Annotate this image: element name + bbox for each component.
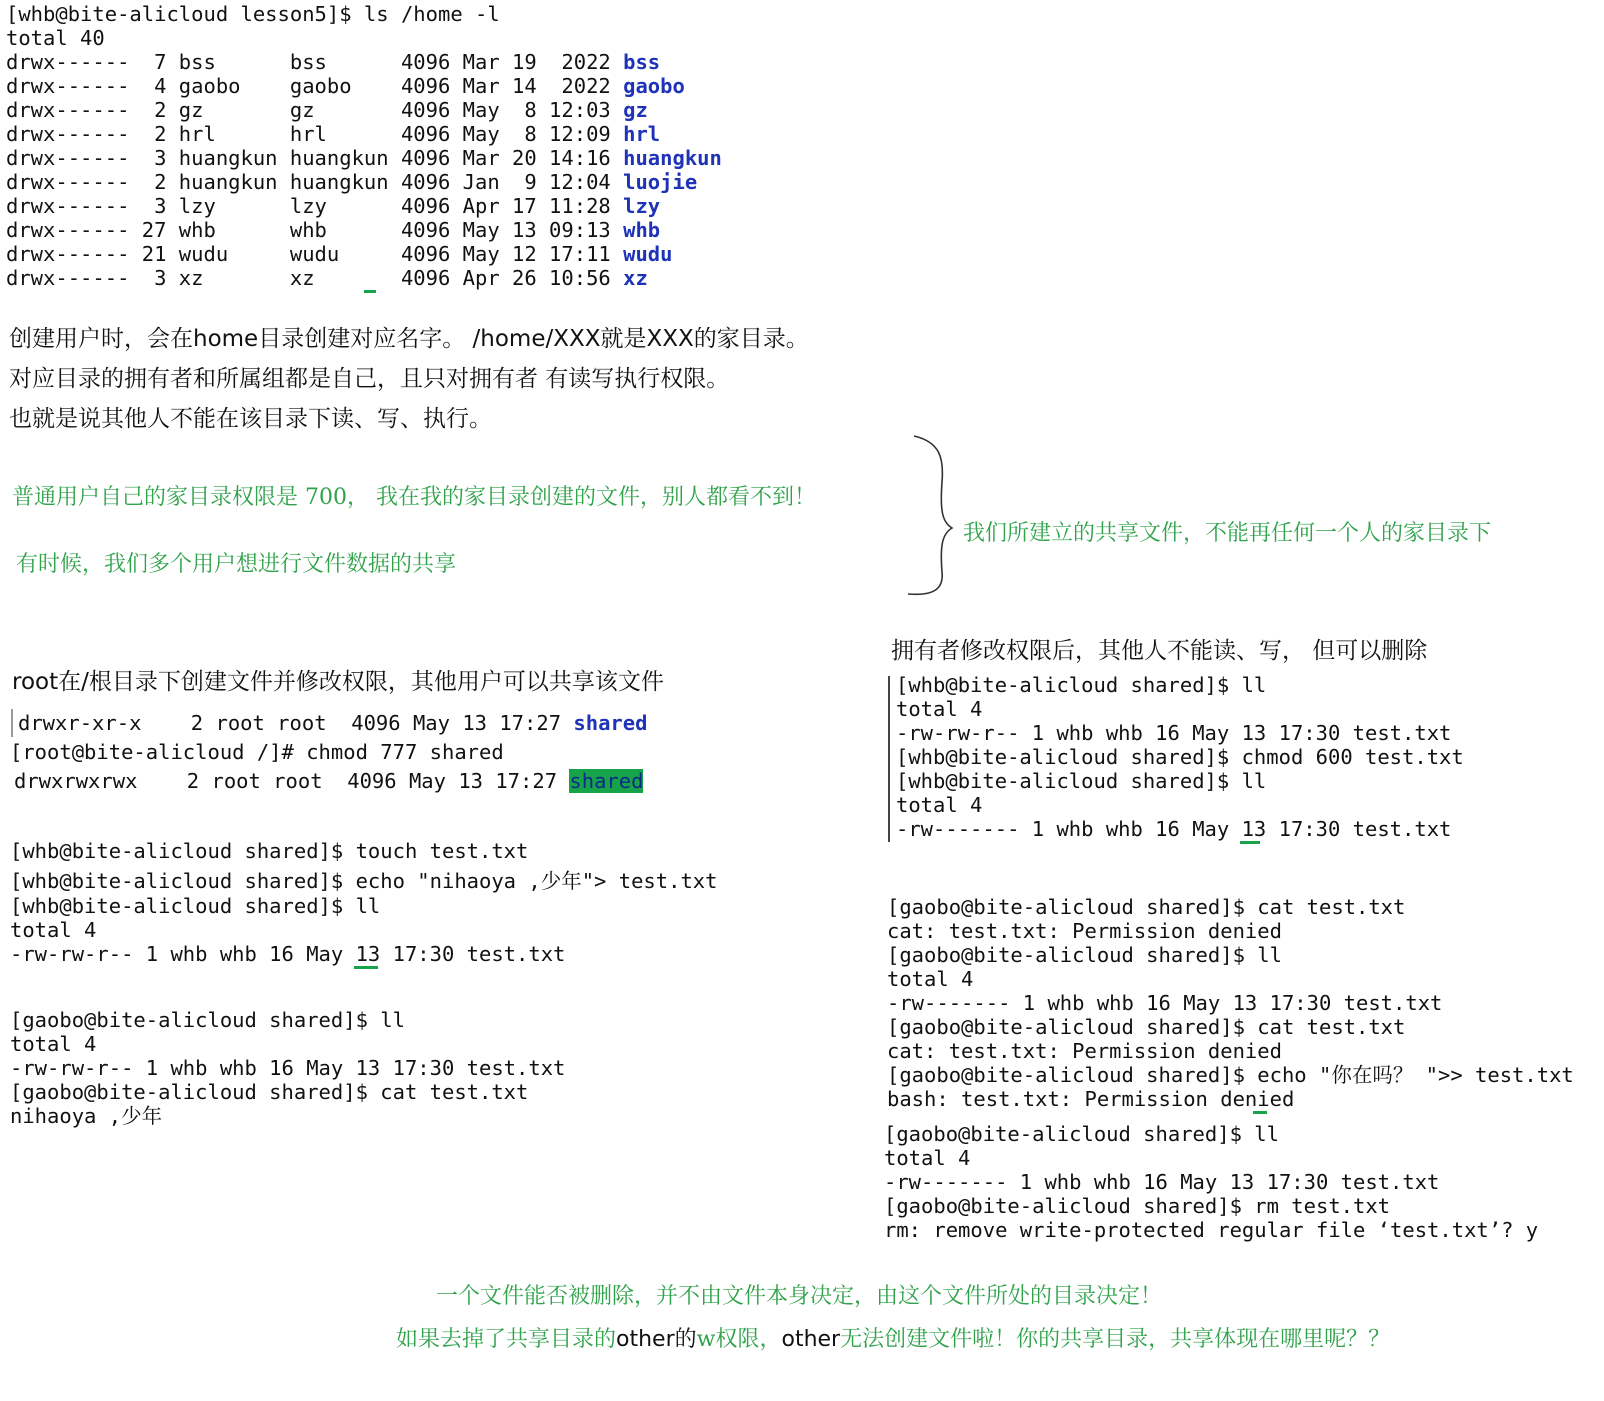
curly-brace-icon — [900, 432, 960, 600]
terminal-line: [whb@bite-alicloud shared]$ ll — [10, 894, 381, 918]
shared-dir-name: shared — [573, 711, 648, 735]
cursor-mark — [1253, 1111, 1267, 1114]
note-line-1: 创建用户时，会在home目录创建对应名字。 /home/XXX就是XXX的家目录。 — [9, 326, 809, 352]
cursor-mark — [1240, 841, 1260, 844]
terminal-line: [gaobo@bite-alicloud shared]$ cat test.txt — [887, 895, 1406, 919]
terminal-line: total 4 — [896, 697, 983, 721]
dir-name: gz — [623, 98, 648, 122]
dir-name: xz — [623, 266, 648, 290]
cursor-mark — [354, 966, 378, 969]
root-listing-after: drwxrwxrwx 2 root root 4096 May 13 17:27 shared — [14, 769, 644, 793]
shared-dir-highlighted: shared — [569, 769, 644, 793]
listing-row: drwx------ 2 gz gz 4096 May 8 12:03 gz — [6, 98, 648, 122]
dir-name: huangkun — [623, 146, 722, 170]
terminal-line: -rw-rw-r-- 1 whb whb 16 May 13 17:30 test.txt — [10, 1056, 566, 1080]
terminal-line: cat: test.txt: Permission denied — [887, 919, 1282, 943]
terminal-line: [whb@bite-alicloud shared]$ echo "nihaoya ,少年"> test.txt — [10, 869, 718, 893]
terminal-line: [whb@bite-alicloud shared]$ ll — [896, 673, 1267, 697]
listing-row: drwx------ 3 lzy lzy 4096 Apr 17 11:28 lzy — [6, 194, 661, 218]
dir-name: whb — [623, 218, 661, 242]
terminal-line: -rw-rw-r-- 1 whb whb 16 May 13 17:30 test.txt — [10, 942, 566, 966]
listing-row: drwx------ 27 whb whb 4096 May 13 09:13 whb — [6, 218, 661, 242]
terminal-line: total 4 — [884, 1146, 971, 1170]
dir-name: lzy — [623, 194, 661, 218]
terminal-line: [whb@bite-alicloud shared]$ chmod 600 test.txt — [896, 745, 1464, 769]
terminal-left-border — [888, 676, 890, 842]
listing-row: drwx------ 4 gaobo gaobo 4096 Mar 14 2022 gaobo — [6, 74, 685, 98]
terminal-line: [whb@bite-alicloud shared]$ touch test.txt — [10, 839, 529, 863]
terminal-line: [gaobo@bite-alicloud shared]$ ll — [884, 1122, 1279, 1146]
owner-section-caption: 拥有者修改权限后，其他人不能读、写， 但可以删除 — [891, 638, 1428, 664]
root-listing-before: drwxr-xr-x 2 root root 4096 May 13 17:27 shared — [18, 711, 648, 735]
dir-name: bss — [623, 50, 661, 74]
terminal-line: total 4 — [896, 793, 983, 817]
terminal-line: [gaobo@bite-alicloud shared]$ ll — [887, 943, 1282, 967]
terminal-line: [gaobo@bite-alicloud shared]$ cat test.txt — [887, 1015, 1406, 1039]
terminal-line: [whb@bite-alicloud shared]$ ll — [896, 769, 1267, 793]
home-permission-note: 普通用户自己的家目录权限是 700， 我在我的家目录创建的文件，别人都看不到！ — [12, 485, 816, 510]
dir-name: wudu — [623, 242, 673, 266]
terminal-line: [gaobo@bite-alicloud shared]$ echo "你在吗？ ">> test.txt — [887, 1063, 1574, 1087]
terminal-line: cat: test.txt: Permission denied — [887, 1039, 1282, 1063]
listing-row: drwx------ 2 huangkun huangkun 4096 Jan 9 12:04 luojie — [6, 170, 698, 194]
terminal-line: rm: remove write-protected regular file ‘test.txt’? y — [884, 1218, 1539, 1242]
note-line-2: 对应目录的拥有者和所属组都是自己，且只对拥有者 有读写执行权限。 — [9, 366, 730, 392]
root-section-caption: root在/根目录下创建文件并修改权限，其他用户可以共享该文件 — [12, 669, 664, 695]
dir-name: luojie — [623, 170, 698, 194]
terminal-line: -rw------- 1 whb whb 16 May 13 17:30 test.txt — [896, 817, 1452, 841]
cursor-bar — [11, 709, 13, 737]
chmod-command: [root@bite-alicloud /]# chmod 777 shared — [10, 740, 504, 764]
terminal-line: [gaobo@bite-alicloud shared]$ ll — [10, 1008, 405, 1032]
deletion-rule-note: 一个文件能否被删除，并不由文件本身决定，由这个文件所处的目录决定！ — [436, 1284, 1163, 1309]
note-line-3: 也就是说其他人不能在该目录下读、写、执行。 — [9, 406, 492, 432]
terminal-line: -rw------- 1 whb whb 16 May 13 17:30 test.txt — [887, 991, 1443, 1015]
cursor-mark — [364, 290, 376, 293]
terminal-line: -rw------- 1 whb whb 16 May 13 17:30 test.txt — [884, 1170, 1440, 1194]
terminal-prompt-line: [whb@bite-alicloud lesson5]$ ls /home -l — [6, 2, 500, 26]
terminal-line: nihaoya ,少年 — [10, 1104, 163, 1128]
terminal-line: [gaobo@bite-alicloud shared]$ cat test.txt — [10, 1080, 529, 1104]
listing-row: drwx------ 2 hrl hrl 4096 May 8 12:09 hrl — [6, 122, 661, 146]
dir-name: hrl — [623, 122, 661, 146]
terminal-line: bash: test.txt: Permission denied — [887, 1087, 1295, 1111]
terminal-line: total 4 — [887, 967, 974, 991]
dir-name: gaobo — [623, 74, 685, 98]
brace-note: 我们所建立的共享文件，不能再任何一个人的家目录下 — [963, 521, 1492, 546]
terminal-line: [gaobo@bite-alicloud shared]$ rm test.txt — [884, 1194, 1391, 1218]
other-write-note: 如果去掉了共享目录的other的w权限，other无法创建文件啦！你的共享目录，共享体现在哪里呢？？ — [396, 1327, 1391, 1352]
listing-row: drwx------ 21 wudu wudu 4096 May 12 17:11 wudu — [6, 242, 673, 266]
terminal-line: -rw-rw-r-- 1 whb whb 16 May 13 17:30 test.txt — [896, 721, 1452, 745]
listing-row: drwx------ 3 huangkun huangkun 4096 Mar 20 14:16 huangkun — [6, 146, 722, 170]
share-desire-note: 有时候，我们多个用户想进行文件数据的共享 — [16, 552, 457, 577]
terminal-line: total 4 — [10, 1032, 97, 1056]
total-line: total 40 — [6, 26, 105, 50]
listing-row: drwx------ 7 bss bss 4096 Mar 19 2022 bss — [6, 50, 661, 74]
terminal-line: total 4 — [10, 918, 97, 942]
listing-row: drwx------ 3 xz xz 4096 Apr 26 10:56 xz — [6, 266, 648, 290]
